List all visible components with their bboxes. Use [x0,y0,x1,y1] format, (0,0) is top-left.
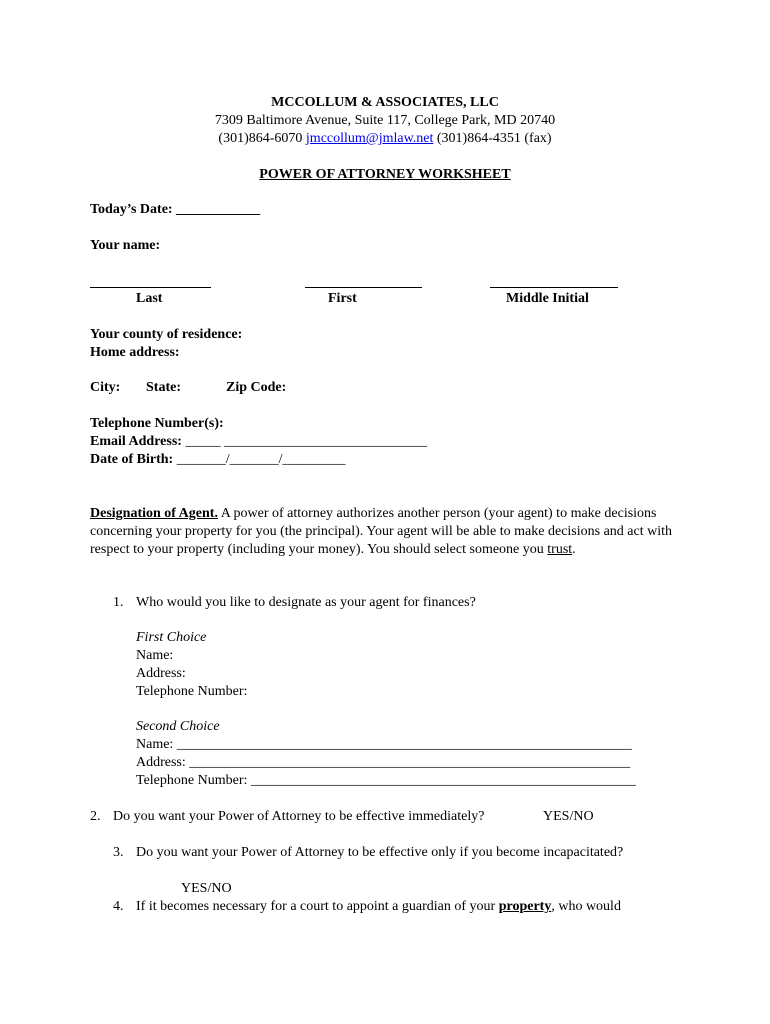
designation-period: . [572,542,576,557]
second-choice-address: Address: _______________________________________________________________ [136,755,631,770]
zip-label: Zip Code: [226,380,287,395]
todays-date-label: Today’s Date: [90,202,173,217]
firm-phone: (301)864-6070 [218,131,303,146]
firm-email-link[interactable]: jmccollum@jmlaw.net [305,131,434,146]
middle-initial-line [490,287,618,288]
firm-fax: (301)864-4351 (fax) [436,131,552,146]
home-address-label: Home address: [90,345,180,360]
trust-word: trust [547,542,573,557]
q3-answer: YES/NO [181,881,232,896]
todays-date-field [90,201,260,219]
q2-answer: YES/NO [543,809,594,824]
firm-address: 7309 Baltimore Avenue, Suite 117, College Park, MD 20740 [214,113,556,128]
email-label: Email Address: [90,434,182,449]
q2-text: Do you want your Power of Attorney to be effective immediately? [113,809,485,824]
q4-text [136,898,621,916]
second-choice-phone: Telephone Number: _______________________________________________________ [136,773,636,788]
first-choice-heading: First Choice [136,630,207,645]
city-label: City: [90,380,121,395]
q1-number: 1. [113,595,124,610]
second-choice-heading: Second Choice [136,719,220,734]
designation-paragraph [90,505,690,559]
last-name-label: Last [136,291,163,306]
page-title: POWER OF ATTORNEY WORKSHEET [259,167,511,182]
firm-contact-line [0,130,770,148]
your-name-label: Your name: [90,238,161,253]
county-label: Your county of residence: [90,327,243,342]
q3-text: Do you want your Power of Attorney to be effective only if you become incapacitated? [136,845,624,860]
designation-heading: Designation of Agent. [90,506,218,521]
email-field [90,433,427,451]
todays-date-blank: ____________ [176,202,261,217]
q3-number: 3. [113,845,124,860]
q4-property: property [498,899,552,914]
first-choice-address: Address: [136,666,186,681]
first-choice-name: Name: [136,648,174,663]
dob-field [90,451,345,469]
email-blank: _____ _____________________________ [185,434,427,449]
first-choice-phone: Telephone Number: [136,684,248,699]
q4-number: 4. [113,899,124,914]
q4-text-before: If it becomes necessary for a court to appoint a guardian of your [136,899,496,914]
second-choice-name: Name: _________________________________________________________________ [136,737,632,752]
first-name-line [305,287,422,288]
dob-label: Date of Birth: [90,452,174,467]
first-name-label: First [328,291,357,306]
middle-initial-label: Middle Initial [506,291,589,306]
q4-text-after: , who would [551,899,621,914]
dob-blank: _______/_______/_________ [176,452,346,467]
firm-name: MCCOLLUM & ASSOCIATES, LLC [271,95,499,110]
last-name-line [90,287,211,288]
telephone-label: Telephone Number(s): [90,416,224,431]
q2-number: 2. [90,809,101,824]
designation-body: A power of attorney authorizes another person (your agent) to make decisions concerning your property for you (the principal). Your agent will be able to make decisions and act with respect to your property (including your money). You should select someone you [90,506,673,557]
q1-text: Who would you like to designate as your agent for finances? [136,595,476,610]
state-label: State: [146,380,181,395]
